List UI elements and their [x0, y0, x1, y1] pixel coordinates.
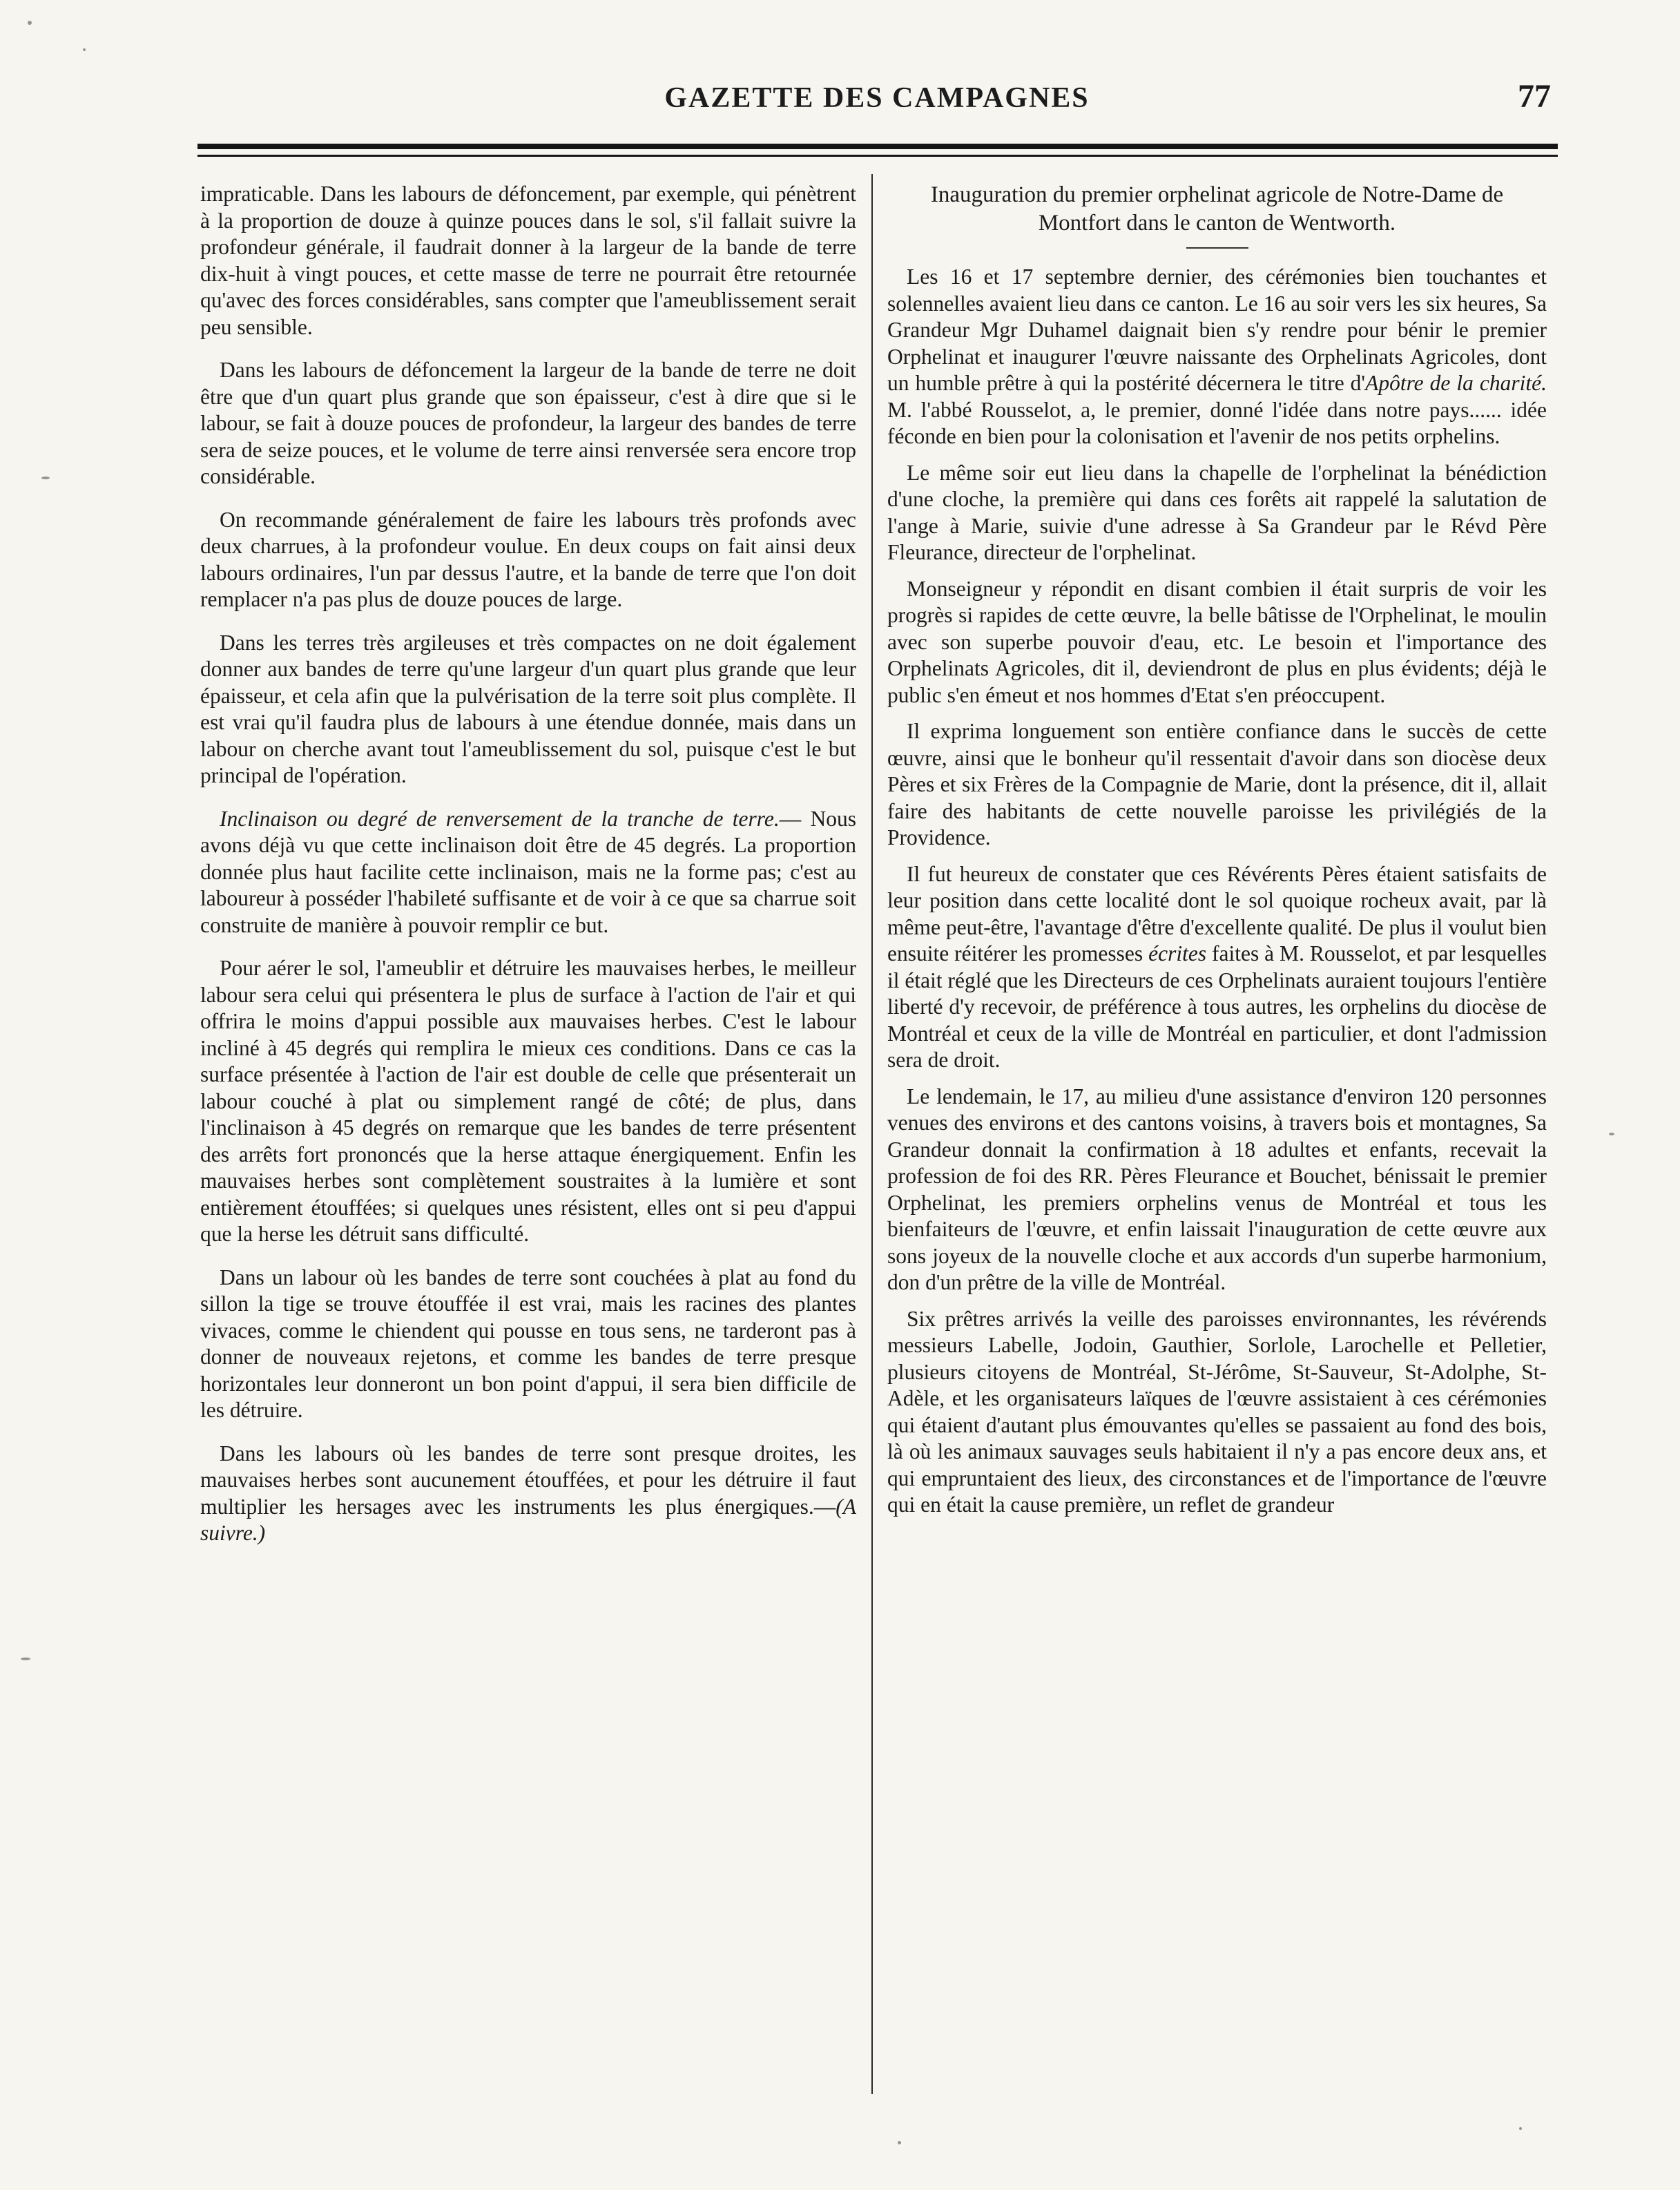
right-paragraph-5-start: Il fut heureux de constater que ces Révérents Pères étaient satisfaits de leur position dans cette localité dont le sol quoique rocheux avait, par là même peut-être, l'avantage d'être d'excellente qualité. De plus il voulut bien ensuite réitérer les promesses [887, 861, 1547, 966]
scan-speck [1519, 2127, 1522, 2130]
scan-speck [21, 1658, 30, 1660]
page-header-title: GAZETTE DES CAMPAGNES [664, 82, 1090, 114]
left-paragraph-7: Dans un labour où les bandes de terre sont couchées à plat au fond du sillon la tige se trouve étouffée il est vrai, mais les racines des plantes vivaces, comme le chiendent qui pousse en tous sens, ne tarderont pas à donner de nouveaux rejetons, et comme les bandes de terre presque horizontales leur donneront un bon point d'appui, il sera bien difficile de les détruire. [200, 1265, 856, 1422]
right-paragraph-1 [887, 264, 1547, 450]
right-paragraph-1-end: M. l'abbé Rousselot, a, le premier, donné l'idée dans notre pays...... idée féconde en bien pour la colonisation et l'avenir de nos petits orphelins. [887, 397, 1547, 448]
left-paragraph-8 [200, 1441, 856, 1547]
right-paragraph-1-start: Les 16 et 17 septembre dernier, des cérémonies bien touchantes et solennelles avaient lieu dans ce canton. Le 16 au soir vers les six heures, Sa Grandeur Mgr Duhamel daignait bien s'y rendre pour bénir le premier Orphelinat et inaugurer l'œuvre naissante des Orphelinats Agricoles, dont un humble prêtre à qui la postérité décernera le titre d' [887, 265, 1547, 395]
scan-speck [41, 477, 50, 479]
a-suivre-note: (A suivre.) [200, 1494, 856, 1545]
title-rule [1186, 247, 1248, 249]
apotre-de-la-charite: Apôtre de la charité. [1365, 371, 1547, 395]
scan-speck [83, 48, 86, 51]
scan-speck [28, 21, 32, 25]
right-paragraph-6: Le lendemain, le 17, au milieu d'une assistance d'environ 120 personnes venues des environs et des cantons voisins, à travers bois et montagnes, Sa Grandeur donnait la confirmation à 18 adultes et enfants, recevait la profession de foi des RR. Pères Fleurance et Bouchet, bénissait le premier Orphelinat, les premiers orphelins venus de Montréal et tous les bienfaiteurs de l'œuvre, et enfin laissait l'inauguration de cette œuvre aux sons joyeux de la nouvelle cloche et aux accords d'un superbe harmonium, don d'un prêtre de la ville de Montréal. [887, 1084, 1547, 1294]
left-paragraph-8-body: Dans les labours où les bandes de terre sont presque droites, les mauvaises herbes sont aucunement étouffées, et pour les détruire il faut multiplier les hersages avec les instruments les plus énergiques.— [200, 1441, 856, 1519]
scan-speck [1609, 1133, 1614, 1135]
left-paragraph-4: Dans les terres très argileuses et très compactes on ne doit également donner aux bandes de terre qu'une largeur d'un quart plus grande que leur épaisseur, et cela afin que la pulvérisation de la terre soit plus complète. Il est vrai qu'il faudra plus de labours à une étendue donnée, mais dans un labour on cherche avant tout l'ameublissement du sol, puisque c'est le but principal de l'opération. [200, 630, 856, 787]
right-paragraph-5-end: faites à M. Rousselot, et par lesquelles il était réglé que les Directeurs de ces Orphelinats auraient toujours l'entière liberté d'y recevoir, de préférence à tous autres, les orphelins du diocèse de Montréal et ceux de la ville de Montréal en particulier, et dont l'admission sera de droit. [887, 941, 1547, 1072]
left-paragraph-5 [200, 806, 856, 939]
left-paragraph-5-body: — Nous avons déjà vu que cette inclinaison doit être de 45 degrés. La proportion donnée plus haut facilite cette inclinaison, mais ne la forme pas; c'est au laboureur à posséder l'habileté suffisante et de voir à ce que sa charrue soit construite de manière à pouvoir remplir ce but. [200, 806, 856, 937]
right-paragraph-3: Monseigneur y répondit en disant combien il était surpris de voir les progrès si rapides de cette œuvre, la belle bâtisse de l'Orphelinat, le moulin avec son superbe pouvoir d'eau, etc. Le besoin et l'importance des Orphelinats Agricoles, dit il, deviendront de plus en plus évidents; déjà le public s'en émeut et nos hommes d'Etat s'en préoccupent. [887, 576, 1547, 707]
header-rule-thin [197, 155, 1558, 157]
page-number: 77 [1518, 78, 1551, 115]
right-paragraph-5 [887, 861, 1547, 1074]
right-paragraph-2: Le même soir eut lieu dans la chapelle de l'orphelinat la bénédiction d'une cloche, la première qui dans ces forêts ait rappelé la salutation de l'ange à Marie, suivie d'une adresse à Sa Grandeur par le Révd Père Fleurance, directeur de l'orphelinat. [887, 460, 1547, 564]
ecrites-word: écrites [1148, 941, 1207, 966]
right-paragraph-4: Il exprima longuement son entière confiance dans le succès de cette œuvre, ainsi que le bonheur qu'il ressentait d'avoir dans son diocèse deux Pères et six Frères de la Compagnie de Marie, dont la présence, dit il, allait faire des habitants de cette nouvelle paroisse les privilégiés de la Providence. [887, 719, 1547, 849]
left-paragraph-2: Dans les labours de défoncement la largeur de la bande de terre ne doit être que d'un quart plus grande que son épaisseur, c'est à dire que si le labour, se fait à douze pouces de profondeur, la largeur des bandes de terre sera de seize pouces, et le volume de terre ainsi renversée sera encore trop considérable. [200, 358, 856, 488]
left-paragraph-1: impraticable. Dans les labours de défoncement, par exemple, qui pénètrent à la proportion de douze à quinze pouces dans le sol, s'il fallait suivre la profondeur générale, il faudrait donner à la largeur de la bande de terre dix-huit à vingt pouces, et cette masse de terre ne pourrait être retournée qu'avec des forces considérables, sans compter que l'ameublissement serait peu sensible. [200, 182, 856, 339]
left-paragraph-6: Pour aérer le sol, l'ameublir et détruire les mauvaises herbes, le meilleur labour sera celui qui présentera le plus de surface à l'action de l'air et qui offrira le moins d'appui possible aux mauvaises herbes. C'est le labour incliné à 45 degrés qui remplira le mieux ces conditions. Dans ce cas la surface présentée à l'action de l'air est double de celle que présenterait un labour couché à plat ou simplement rangé de côté; de plus, dans l'inclinaison à 45 degrés on remarque que les bandes de terre présentent des arrêts fort prononcés que la herse attaque énergiquement. Enfin les mauvaises herbes sont complètement soustraites à la lumière et sont entièrement étouffées; si quelques unes résistent, elles ont si peu d'appui que la herse les détruit sans difficulté. [200, 956, 856, 1246]
scan-speck [898, 2141, 901, 2144]
right-paragraph-7: Six prêtres arrivés la veille des paroisses environnantes, les révérends messieurs Labelle, Jodoin, Gauthier, Sorlole, Larochelle et Pelletier, plusieurs citoyens de Montréal, St-Jérôme, St-Sauveur, St-Adolphe, St-Adèle, et les organisateurs laïques de l'œuvre assistaient à ces cérémonies qui étaient d'autant plus émouvantes qu'elles se passaient au fond des bois, là où les animaux sauvages seuls habitaient il n'y a pas encore deux ans, et qui empruntaient des lieux, des circonstances et de l'importance de l'œuvre qui en était la cause première, un reflet de grandeur [887, 1306, 1547, 1517]
article-title: Inauguration du premier orphelinat agricole de Notre-Dame de Montfort dans le canton de Wentworth. [930, 182, 1504, 236]
left-paragraph-3: On recommande généralement de faire les labours très profonds avec deux charrues, à la profondeur voulue. En deux coups on fait ainsi deux labours ordinaires, l'un par dessus l'autre, et la bande de terre que l'on doit remplacer n'a pas plus de douze pouces de large. [200, 507, 856, 611]
left-column [200, 181, 856, 1564]
column-divider [871, 174, 873, 2094]
header-rule-thick [197, 144, 1558, 149]
section-heading-inclinaison: Inclinaison ou degré de renversement de la tranche de terre. [220, 806, 780, 831]
right-column [887, 181, 1547, 1528]
